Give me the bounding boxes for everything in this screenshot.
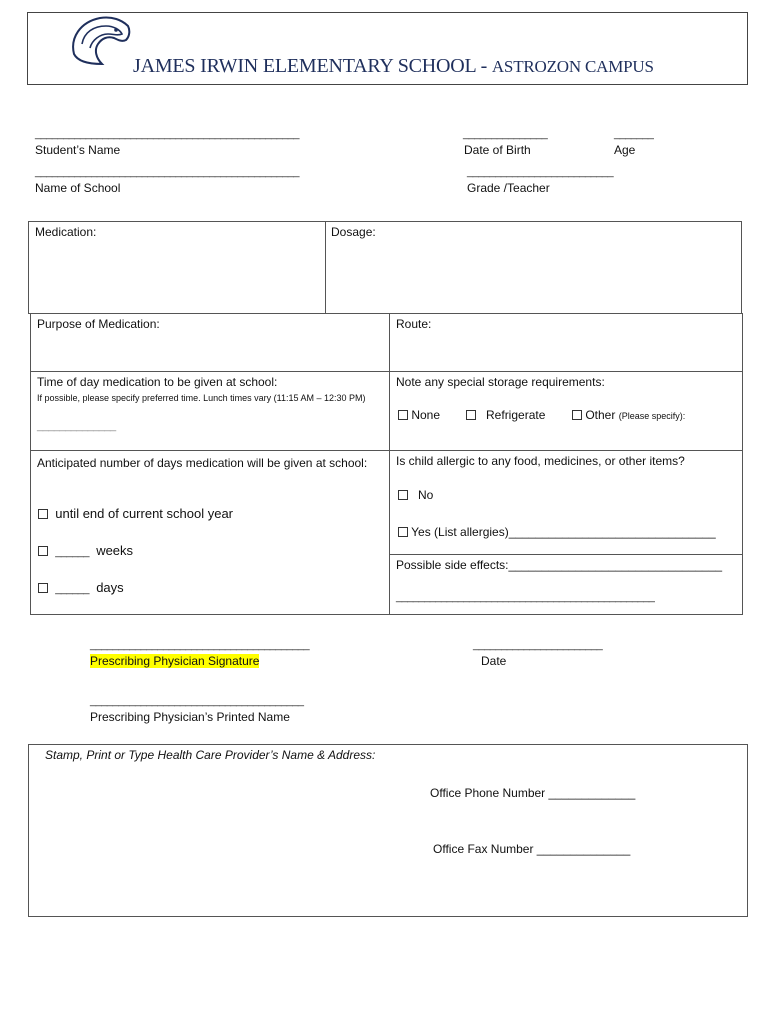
storage-other-checkbox[interactable] — [572, 410, 582, 420]
opt-weeks-label: weeks — [96, 543, 134, 558]
time-label: Time of day medication to be given at school: — [37, 375, 278, 389]
storage-refrigerate-option[interactable] — [466, 408, 545, 422]
grade-teacher-label: Grade /Teacher — [467, 181, 550, 195]
storage-other-note: (Please specify): — [618, 411, 686, 421]
provider-box[interactable] — [28, 744, 748, 917]
student-name-label: Student’s Name — [35, 143, 121, 157]
office-phone[interactable]: Office Phone Number _____________ — [430, 786, 636, 800]
allergy-yes-checkbox[interactable] — [398, 527, 408, 537]
opt-weeks-line[interactable]: ______ — [55, 546, 89, 558]
date-label: Date — [481, 654, 507, 668]
storage-refrigerate-checkbox[interactable] — [466, 410, 476, 420]
storage-other-option[interactable] — [572, 408, 685, 422]
printed-name-line[interactable]: ______________________________________ — [90, 695, 304, 707]
school-title-main: JAMES IRWIN ELEMENTARY SCHOOL - — [133, 55, 492, 77]
signature-label: Prescribing Physician Signature — [90, 654, 260, 668]
storage-other-label: Other — [585, 408, 616, 422]
student-name-line[interactable]: _______________________________________________ — [35, 128, 300, 140]
storage-none-option[interactable] — [398, 408, 440, 422]
allergy-no-label: No — [418, 488, 434, 502]
school-title — [133, 55, 654, 78]
storage-none-label: None — [411, 408, 441, 422]
opt-end-year[interactable] — [38, 506, 233, 521]
school-name-line[interactable]: _______________________________________________ — [35, 166, 300, 178]
route-label: Route: — [396, 317, 432, 331]
days-label: Anticipated number of days medication will be given at school: — [37, 456, 368, 470]
opt-days-checkbox[interactable] — [38, 583, 48, 593]
allergy-yes-option[interactable] — [398, 525, 716, 539]
opt-end-year-checkbox[interactable] — [38, 509, 48, 519]
side-effects-line[interactable]: ______________________________________________ — [396, 591, 655, 603]
panther-logo-icon — [68, 14, 136, 70]
medication-label: Medication: — [35, 225, 97, 239]
dosage-cell[interactable] — [325, 221, 742, 314]
dosage-label: Dosage: — [331, 225, 376, 239]
dob-line[interactable]: _______________ — [463, 128, 548, 140]
dob-label: Date of Birth — [464, 143, 531, 157]
printed-name-label: Prescribing Physician’s Printed Name — [90, 710, 290, 724]
signature-line[interactable]: _______________________________________ — [90, 639, 310, 651]
purpose-label: Purpose of Medication: — [37, 317, 160, 331]
opt-weeks-checkbox[interactable] — [38, 546, 48, 556]
time-line[interactable]: ______________ — [37, 420, 116, 432]
side-effects-label[interactable]: Possible side effects:________________________________ — [396, 558, 723, 572]
school-title-campus: ASTROZON CAMPUS — [491, 57, 654, 76]
allergy-no-option[interactable] — [398, 488, 433, 502]
allergy-yes-label: Yes (List allergies)_______________________________ — [411, 525, 716, 539]
allergy-label: Is child allergic to any food, medicines, or other items? — [396, 454, 685, 468]
opt-days-line[interactable]: ______ — [55, 583, 89, 595]
opt-days-label: days — [96, 580, 124, 595]
storage-label: Note any special storage requirements: — [396, 375, 605, 389]
storage-none-checkbox[interactable] — [398, 410, 408, 420]
grade-teacher-line[interactable]: __________________________ — [467, 166, 614, 178]
provider-stamp-label: Stamp, Print or Type Health Care Provider’s Name & Address: — [45, 748, 376, 762]
storage-refrigerate-label: Refrigerate — [486, 408, 546, 422]
age-label: Age — [614, 143, 636, 157]
allergy-no-checkbox[interactable] — [398, 490, 408, 500]
opt-end-year-label: until end of current school year — [55, 506, 234, 521]
school-name-label: Name of School — [35, 181, 121, 195]
opt-days[interactable] — [38, 580, 124, 595]
route-cell[interactable] — [389, 313, 743, 372]
date-line[interactable]: _______________________ — [473, 639, 603, 651]
time-note: If possible, please specify preferred time. Lunch times vary (11:15 AM – 12:30 PM) — [37, 393, 366, 403]
opt-weeks[interactable] — [38, 543, 133, 558]
age-line[interactable]: _______ — [614, 128, 654, 140]
office-fax[interactable]: Office Fax Number ______________ — [433, 842, 631, 856]
